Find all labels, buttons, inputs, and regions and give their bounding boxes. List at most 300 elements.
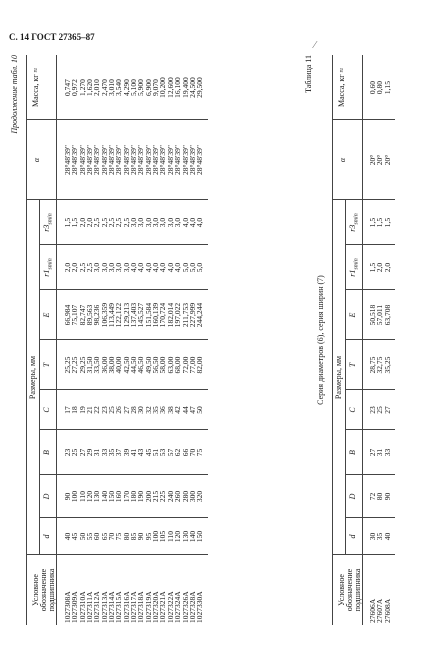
table-cell: 197,022: [173, 302, 183, 328]
table-cell: 28°48'39": [107, 145, 117, 175]
table-cell: 28°48'39": [173, 145, 183, 175]
table-cell: 28°48'39": [92, 145, 102, 175]
group-header-rule: [345, 200, 346, 555]
table-cell: 31: [92, 448, 102, 457]
table-cell: 27,25: [70, 356, 80, 374]
table-cell: 160,139: [151, 302, 161, 328]
table-cell: 20°: [368, 154, 377, 166]
table-cell: 129,213: [121, 302, 131, 328]
table-cell: 0,80: [375, 80, 385, 95]
table-cell: 4,0: [180, 217, 190, 228]
table-cell: 244,244: [195, 302, 205, 328]
bearing-designation-cell: 1027312A: [92, 591, 102, 623]
table-cell: 1,5: [368, 217, 377, 228]
table-cell: 43: [136, 448, 146, 457]
table-cell: 75: [195, 448, 205, 457]
table-cell: 65: [99, 532, 109, 541]
table-cell: 30: [136, 406, 146, 414]
bearing-designation-cell: 1027320A: [151, 591, 161, 623]
table-10: [8, 55, 298, 625]
table-cell: 32: [143, 406, 153, 414]
table-cell: 28°48'39": [77, 145, 87, 175]
table-cell: 170: [121, 490, 131, 503]
bearing-designation-cell: 1027310A: [77, 591, 87, 623]
table-cell: 23: [368, 406, 377, 414]
header-bottom-rule: [362, 55, 363, 625]
table-cell: 140: [187, 530, 197, 543]
column-header: E: [348, 312, 357, 318]
table-cell: 3,0: [173, 217, 183, 228]
table-cell: 72: [368, 492, 377, 501]
table-cell: 145,527: [136, 302, 146, 328]
table-cell: 3,0: [121, 262, 131, 273]
table-cell: 1,15: [382, 80, 392, 95]
column-header: d: [42, 534, 51, 539]
table-cell: 28: [129, 406, 139, 414]
table-cell: 151,584: [143, 302, 153, 328]
table-cell: 215: [151, 490, 161, 503]
table-cell: 16,100: [173, 77, 183, 98]
table-cell: 19,400: [180, 77, 190, 98]
group-header-rule: [39, 200, 40, 555]
table-cell: 4,0: [195, 217, 205, 228]
bearing-designation-cell: 27606A: [368, 598, 377, 623]
pen-mark: ⁄: [314, 40, 316, 51]
data-column: [64, 518, 204, 555]
column-header: T: [348, 362, 357, 368]
table-cell: 25,25: [63, 356, 72, 374]
table-cell: 28°48'39": [136, 145, 146, 175]
table-cell: 2,0: [85, 217, 95, 228]
table-cell: 2,5: [85, 262, 95, 273]
table-cell: 68,00: [173, 356, 183, 374]
series-caption: Серия диаметров (6), серия ширин (7): [316, 275, 325, 405]
table-cell: 56,50: [151, 356, 161, 374]
table-cell: 27: [77, 448, 87, 457]
data-column: [369, 340, 391, 390]
table-cell: 28°48'39": [129, 145, 139, 175]
table-cell: 45: [143, 448, 153, 457]
column-header: Условное обозначение подшипника: [31, 568, 56, 612]
table-cell: 57,011: [375, 304, 385, 326]
table-cell: 3,0: [99, 262, 109, 273]
data-column: [369, 555, 391, 623]
table-cell: 70: [187, 448, 197, 457]
table-cell: 5,0: [187, 262, 197, 273]
table-cell: 24,500: [187, 77, 197, 98]
table-cell: 28°48'39": [99, 145, 109, 175]
table-cell: 2,5: [107, 217, 117, 228]
table-cell: 150: [107, 490, 117, 503]
bearing-designation-cell: 1027314A: [107, 591, 117, 623]
continuation-title: Продолжение табл. 10: [10, 55, 19, 134]
column-header: d: [348, 534, 357, 539]
table-cell: 35: [375, 532, 385, 541]
table-cell: 60: [92, 532, 102, 541]
table-cell: 2,010: [92, 79, 102, 96]
table-cell: 90: [382, 492, 392, 501]
table-cell: 140: [99, 490, 109, 503]
table-cell: 47: [187, 406, 197, 414]
table-cell: 6,900: [143, 79, 153, 96]
table-cell: 55: [85, 532, 95, 541]
table-cell: 75: [114, 532, 124, 541]
table-cell: 50: [195, 406, 205, 414]
table-cell: 280: [180, 490, 190, 503]
table-cell: 2,0: [382, 262, 392, 273]
table-cell: 72,00: [180, 356, 190, 374]
table-cell: 3,0: [158, 217, 168, 228]
table-cell: 3,0: [114, 262, 124, 273]
table-cell: 105: [158, 530, 168, 543]
table-cell: 42: [173, 406, 183, 414]
table-cell: 26: [114, 406, 124, 414]
group-header: Размеры, мм: [334, 355, 343, 400]
table-cell: 211,753: [180, 302, 190, 328]
header-bottom-rule: [56, 55, 57, 625]
table-cell: 3,0: [129, 217, 139, 228]
table-cell: 0,972: [70, 79, 80, 96]
bearing-designation-cell: 1027309A: [70, 591, 80, 623]
table-cell: 98,236: [92, 304, 102, 326]
table-cell: 300: [187, 490, 197, 503]
table-cell: 28°48'39": [114, 145, 124, 175]
column-header: α: [338, 157, 347, 163]
table-cell: 18: [70, 406, 80, 414]
table-cell: 19: [77, 406, 87, 414]
table-cell: 2,470: [99, 79, 109, 96]
table-cell: 4,0: [158, 262, 168, 273]
data-column: [64, 120, 204, 200]
table-cell: 33: [382, 448, 392, 457]
table-cell: 35: [107, 448, 117, 457]
bearing-designation-cell: 1027316A: [121, 591, 131, 623]
table-cell: 227,999: [187, 302, 197, 328]
bearing-designation-cell: 1027308A: [63, 591, 72, 623]
table-cell: 66,984: [63, 304, 72, 326]
table-cell: 89,563: [85, 304, 95, 326]
table-cell: 5,100: [129, 79, 139, 96]
page-header: С. 14 ГОСТ 27365–87: [9, 32, 95, 42]
column-header: $r3_{smin}$: [42, 213, 54, 232]
table-cell: 200: [143, 490, 153, 503]
table-cell: 23: [99, 406, 109, 414]
table-cell: 4,0: [165, 262, 175, 273]
table-cell: 2,0: [70, 262, 80, 273]
table-cell: 182,014: [165, 302, 175, 328]
table-cell: 2,5: [114, 217, 124, 228]
table-cell: 1,5: [70, 217, 80, 228]
table-cell: 4,0: [151, 262, 161, 273]
group-header: Размеры, мм: [28, 355, 37, 400]
table-cell: 28°48'39": [187, 145, 197, 175]
table-cell: 100: [151, 530, 161, 543]
table-cell: 130: [180, 530, 190, 543]
table-cell: 29: [85, 448, 95, 457]
table-cell: 2,5: [121, 217, 131, 228]
table-cell: 80: [121, 532, 131, 541]
table-cell: 40,00: [114, 356, 124, 374]
table-cell: 21: [85, 406, 95, 414]
table-cell: 85: [129, 532, 139, 541]
table-cell: 120: [173, 530, 183, 543]
data-column: [64, 245, 204, 290]
table-cell: 100: [70, 490, 80, 503]
bearing-designation-cell: 1027330A: [195, 591, 205, 623]
table-cell: 137,403: [129, 302, 139, 328]
data-column: [369, 290, 391, 340]
column-header: α: [32, 157, 41, 163]
data-column: [369, 430, 391, 475]
column-header: E: [42, 312, 51, 318]
table-cell: 28°48'39": [195, 145, 205, 175]
column-header: $r1_{smin}$: [42, 258, 54, 277]
header-top-rule: [26, 55, 27, 625]
table-cell: 4,0: [136, 262, 146, 273]
table-cell: 10,200: [158, 77, 168, 98]
table-cell: 28°48'39": [85, 145, 95, 175]
header-top-rule: [332, 55, 333, 625]
bearing-designation-cell: 1027315A: [114, 591, 124, 623]
table-cell: 5,0: [180, 262, 190, 273]
table-cell: 49,50: [143, 356, 153, 374]
table-cell: 25: [70, 448, 80, 457]
table-cell: 40: [63, 532, 72, 541]
table-cell: 2,5: [77, 262, 87, 273]
table-title: Таблица 11: [304, 55, 313, 93]
table-cell: 0,747: [63, 79, 72, 96]
table-cell: 130: [92, 490, 102, 503]
table-cell: 240: [165, 490, 175, 503]
table-cell: 38: [165, 406, 175, 414]
table-cell: 50,518: [368, 304, 377, 326]
table-cell: 3,0: [107, 262, 117, 273]
table-cell: 150: [195, 530, 205, 543]
data-column: [369, 55, 391, 120]
table-cell: 4,0: [187, 217, 197, 228]
data-column: [369, 200, 391, 245]
table-cell: 190: [136, 490, 146, 503]
bearing-designation-cell: 1027313A: [99, 591, 109, 623]
table-cell: 77,00: [187, 356, 197, 374]
table-cell: 122,122: [114, 302, 124, 328]
table-cell: 63,708: [382, 304, 392, 326]
table-cell: 58,00: [158, 356, 168, 374]
data-column: [64, 290, 204, 340]
column-header: B: [348, 450, 357, 455]
data-column: [369, 475, 391, 518]
table-cell: 35,25: [382, 356, 392, 374]
table-cell: 110: [165, 531, 175, 542]
table-11: [302, 55, 422, 625]
data-column: [369, 518, 391, 555]
table-cell: 20°: [375, 154, 385, 166]
table-cell: 95: [143, 532, 153, 541]
bearing-designation-cell: 1027324A: [173, 591, 183, 623]
data-column: [64, 555, 204, 623]
table-cell: 25: [375, 406, 385, 414]
table-cell: 4,0: [143, 262, 153, 273]
column-header: D: [42, 493, 51, 500]
table-cell: 1,5: [382, 217, 392, 228]
table-cell: 28°48'39": [63, 145, 72, 175]
bearing-designation-cell: 1027319A: [143, 591, 153, 623]
table-cell: 320: [195, 490, 205, 503]
data-column: [369, 390, 391, 430]
bearing-designation-cell: 1027328A: [187, 591, 197, 623]
table-cell: 3,0: [136, 217, 146, 228]
column-header: T: [42, 362, 51, 368]
table-cell: 180: [129, 490, 139, 503]
table-cell: 28°48'39": [158, 145, 168, 175]
table-cell: 1,620: [85, 79, 95, 96]
table-cell: 1,5: [375, 217, 385, 228]
data-column: [369, 245, 391, 290]
table-cell: 82,747: [77, 304, 87, 326]
table-cell: 90: [136, 532, 146, 541]
column-header: Масса, кг ≈: [337, 68, 346, 107]
table-cell: 90: [63, 492, 72, 501]
table-cell: 160: [114, 490, 124, 503]
table-cell: 4,290: [121, 79, 131, 96]
bearing-designation-cell: 1027318A: [136, 591, 146, 623]
table-cell: 2,5: [99, 217, 109, 228]
table-cell: 1,5: [368, 262, 377, 273]
table-cell: 28°48'39": [180, 145, 190, 175]
table-cell: 31,50: [85, 356, 95, 374]
table-cell: 28,75: [368, 356, 377, 374]
bearing-designation-cell: 1027321A: [158, 591, 168, 623]
table-cell: 29,500: [195, 77, 205, 98]
table-cell: 3,010: [107, 79, 117, 96]
table-cell: 28°48'39": [165, 145, 175, 175]
table-cell: 120: [85, 490, 95, 503]
table-cell: 57: [165, 448, 175, 457]
column-header: C: [348, 407, 357, 413]
table-cell: 37: [114, 448, 124, 457]
table-cell: 3,0: [143, 217, 153, 228]
table-cell: 2,0: [375, 262, 385, 273]
table-cell: 25: [107, 406, 117, 414]
column-header: $r1_{smin}$: [348, 258, 360, 277]
bearing-designation-cell: 1027322A: [165, 591, 175, 623]
bearing-designation-cell: 1027326A: [180, 591, 190, 623]
column-header: B: [42, 450, 51, 455]
data-column: [64, 200, 204, 245]
table-cell: 32,75: [375, 356, 385, 374]
table-cell: 63,00: [165, 356, 175, 374]
table-cell: 31: [375, 448, 385, 457]
table-cell: 28°48'39": [70, 145, 80, 175]
table-cell: 225: [158, 490, 168, 503]
table-cell: 3,540: [114, 79, 124, 96]
table-cell: 22: [92, 406, 102, 414]
table-cell: 44: [180, 406, 190, 414]
table-cell: 29,25: [77, 356, 87, 374]
table-cell: 5,0: [195, 262, 205, 273]
data-column: [64, 340, 204, 390]
bearing-designation-cell: 1027317A: [129, 591, 139, 623]
table-cell: 110: [77, 491, 87, 502]
data-column: [64, 475, 204, 518]
table-cell: 75,107: [70, 304, 80, 326]
column-header: Масса, кг ≈: [31, 68, 40, 107]
table-cell: 113,449: [107, 302, 117, 328]
table-cell: 53: [158, 448, 168, 457]
table-cell: 260: [173, 490, 183, 503]
table-cell: 1,270: [77, 79, 87, 96]
table-cell: 41: [129, 448, 139, 457]
table-cell: 35: [151, 406, 161, 414]
table-cell: 17: [63, 406, 72, 414]
table-cell: 51: [151, 448, 161, 457]
table-cell: 4,0: [129, 262, 139, 273]
table-cell: 45: [70, 532, 80, 541]
table-cell: 38,00: [107, 356, 117, 374]
table-cell: 3,0: [151, 217, 161, 228]
table-cell: 1,5: [63, 217, 72, 228]
table-cell: 106,359: [99, 302, 109, 328]
table-cell: 5,900: [136, 79, 146, 96]
table-cell: 33: [99, 448, 109, 457]
table-cell: 2,0: [63, 262, 72, 273]
column-header: $r3_{smin}$: [348, 213, 360, 232]
table-cell: 9,070: [151, 79, 161, 96]
table-cell: 30: [368, 532, 377, 541]
table-cell: 20°: [382, 154, 392, 166]
table-cell: 2,5: [92, 217, 102, 228]
table-cell: 50: [77, 532, 87, 541]
column-header: D: [348, 493, 357, 500]
data-column: [64, 55, 204, 120]
table-cell: 42,50: [121, 356, 131, 374]
table-cell: 36,00: [99, 356, 109, 374]
table-cell: 80: [375, 492, 385, 501]
data-column: [64, 390, 204, 430]
table-cell: 27: [382, 406, 392, 414]
table-cell: 170,724: [158, 302, 168, 328]
table-cell: 3,0: [165, 217, 175, 228]
table-cell: 23: [63, 448, 72, 457]
data-column: [369, 120, 391, 200]
table-cell: 62: [173, 448, 183, 457]
table-cell: 28°48'39": [151, 145, 161, 175]
bearing-designation-cell: 27608A: [382, 598, 392, 623]
table-cell: 66: [180, 448, 190, 457]
table-cell: 2,0: [77, 217, 87, 228]
table-cell: 40: [382, 532, 392, 541]
table-cell: 0,60: [368, 80, 377, 95]
bearing-designation-cell: 1027311A: [85, 591, 95, 623]
table-cell: 46,50: [136, 356, 146, 374]
table-cell: 4,0: [173, 262, 183, 273]
table-cell: 28°48'39": [121, 145, 131, 175]
column-header: C: [42, 407, 51, 413]
bearing-designation-cell: 27607A: [375, 598, 385, 623]
table-cell: 12,600: [165, 77, 175, 98]
table-cell: 27: [368, 448, 377, 457]
table-cell: 44,50: [129, 356, 139, 374]
table-cell: 82,00: [195, 356, 205, 374]
table-cell: 27: [121, 406, 131, 414]
column-header: Условное обозначение подшипника: [337, 568, 362, 612]
table-cell: 33,50: [92, 356, 102, 374]
table-cell: 28°48'39": [143, 145, 153, 175]
table-cell: 3,0: [92, 262, 102, 273]
table-cell: 36: [158, 406, 168, 414]
table-cell: 70: [107, 532, 117, 541]
data-column: [64, 430, 204, 475]
